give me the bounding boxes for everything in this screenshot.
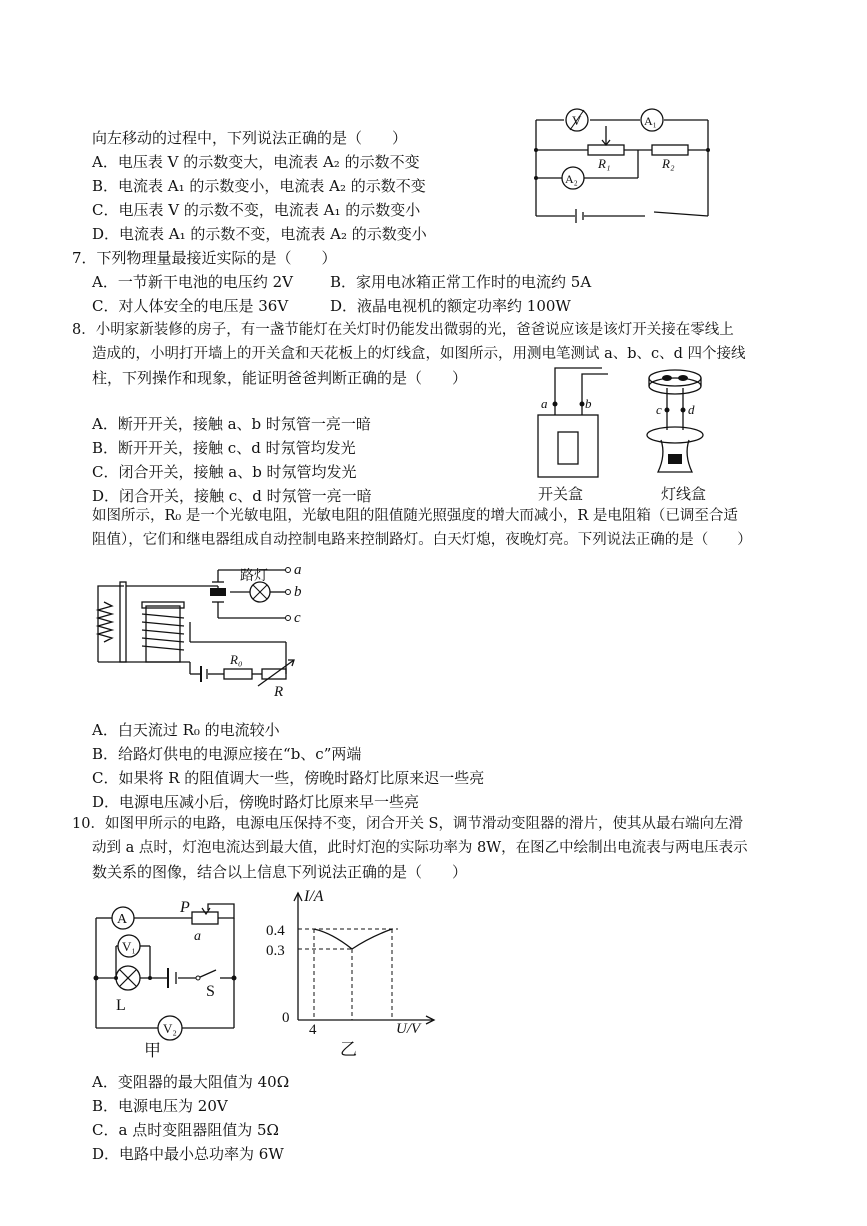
q7-option-c: C．对人体安全的电压是 36V bbox=[92, 297, 289, 315]
q8-fig-b: b bbox=[585, 396, 592, 411]
q8-option-c: C．闭合开关，接触 a、b 时氖管均发光 bbox=[92, 463, 357, 481]
q6-fig-a1: A₁ bbox=[644, 114, 657, 128]
q9-option-d: D．电源电压减小后，傍晚时路灯比原来早一些亮 bbox=[92, 793, 420, 811]
q6-circuit-figure bbox=[520, 100, 720, 225]
q10-yi-caption: 乙 bbox=[340, 1040, 357, 1059]
q8-lamp-box-label: 灯线盒 bbox=[661, 485, 707, 503]
q10-graph-figure-yi bbox=[262, 885, 442, 1060]
q8-option-d: D．闭合开关，接触 c、d 时氖管一亮一暗 bbox=[92, 487, 372, 505]
q10-jia-ammeter: A bbox=[117, 912, 128, 927]
q10-yi-xlabel: U/V bbox=[396, 1021, 421, 1037]
q9-option-c: C．如果将 R 的阻值调大一些，傍晚时路灯比原来迟一些亮 bbox=[92, 769, 485, 787]
q8-line-2: 造成的，小明打开墙上的开关盒和天花板上的灯线盒，如图所示，用测电笔测试 a、b、c、d 四个接线 bbox=[92, 346, 746, 362]
q6-option-c: C．电压表 V 的示数不变，电流表 A₁ 的示数变小 bbox=[92, 201, 421, 219]
q6-fig-v: V bbox=[572, 113, 582, 128]
q8-fig-a: a bbox=[541, 396, 548, 411]
q9-fig-r: R bbox=[274, 684, 284, 700]
q9-fig-r0: R₀ bbox=[230, 652, 243, 667]
q9-fig-b: b bbox=[294, 584, 302, 600]
q10-jia-caption: 甲 bbox=[144, 1041, 161, 1060]
q9-fig-lamp: 路灯 bbox=[240, 569, 268, 584]
q6-option-a: A．电压表 V 的示数变大，电流表 A₂ 的示数不变 bbox=[92, 153, 420, 171]
q9-fig-a: a bbox=[294, 562, 302, 578]
q10-circuit-figure-jia bbox=[88, 890, 248, 1060]
q8-line-1: 8．小明家新装修的房子，有一盏节能灯在关灯时仍能发出微弱的光，爸爸说应该是该灯开关接在零线上 bbox=[72, 322, 734, 338]
q7-option-b: B．家用电冰箱正常工作时的电流约 5A bbox=[330, 273, 592, 291]
q10-jia-v2: V₂ bbox=[163, 1021, 177, 1036]
q7-option-d: D．液晶电视机的额定功率约 100W bbox=[330, 297, 571, 315]
q7-option-a: A．一节新干电池的电压约 2V bbox=[92, 273, 293, 291]
q10-jia-v1: V₁ bbox=[122, 939, 136, 954]
q8-option-a: A．断开开关，接触 a、b 时氖管一亮一暗 bbox=[92, 415, 371, 433]
q10-jia-l: L bbox=[116, 997, 126, 1014]
q10-jia-s: S bbox=[206, 983, 215, 1000]
q6-fig-r2: R₂ bbox=[662, 156, 675, 171]
q10-yi-ylabel: I/A bbox=[304, 888, 324, 905]
q6-fig-r1: R₁ bbox=[598, 156, 611, 171]
q10-option-a: A．变阻器的最大阻值为 40Ω bbox=[92, 1073, 290, 1091]
q6-stem-tail: 向左移动的过程中，下列说法正确的是（ ） bbox=[92, 129, 408, 147]
q10-line-3: 数关系的图像，结合以上信息下列说法正确的是（ ） bbox=[92, 863, 468, 881]
q10-yi-origin: 0 bbox=[282, 1010, 290, 1026]
q10-option-d: D．电路中最小总功率为 6W bbox=[92, 1145, 284, 1163]
q6-option-d: D．电流表 A₁ 的示数不变，电流表 A₂ 的示数变小 bbox=[92, 225, 427, 243]
q8-fig-d: d bbox=[688, 402, 695, 417]
q9-fig-c: c bbox=[294, 610, 301, 626]
q10-yi-tick-0-3: 0.3 bbox=[266, 943, 285, 959]
q8-fig-c: c bbox=[656, 402, 662, 417]
q8-switch-box-label: 开关盒 bbox=[538, 485, 584, 503]
q9-line-2: 阻值），它们和继电器组成自动控制电路来控制路灯。白天灯熄，夜晚灯亮。下列说法正确的是（ ） bbox=[92, 532, 752, 548]
q10-line-2: 动到 a 点时，灯泡电流达到最大值，此时灯泡的实际功率为 8W，在图乙中绘制出电流表与两电压表示 bbox=[92, 840, 748, 856]
q10-jia-p: P bbox=[180, 899, 190, 916]
q6-fig-a2: A₂ bbox=[565, 172, 578, 186]
q10-yi-tick-0-4: 0.4 bbox=[266, 923, 285, 939]
q10-option-b: B．电源电压为 20V bbox=[92, 1097, 228, 1115]
q9-line-1: 如图所示，R₀ 是一个光敏电阻，光敏电阻的阻值随光照强度的增大而减小，R 是电阻箱（已调至合适 bbox=[92, 508, 738, 524]
q9-option-a: A．白天流过 R₀ 的电流较小 bbox=[92, 721, 280, 739]
q9-relay-circuit-figure bbox=[90, 562, 320, 702]
q8-option-b: B．断开开关，接触 c、d 时氖管均发光 bbox=[92, 439, 356, 457]
q10-line-1: 10．如图甲所示的电路，电源电压保持不变，闭合开关 S，调节滑动变阻器的滑片，使其从最右端向左滑 bbox=[72, 816, 743, 832]
q9-option-b: B．给路灯供电的电源应接在“b、c”两端 bbox=[92, 745, 362, 763]
q10-option-c: C．a 点时变阻器阻值为 5Ω bbox=[92, 1121, 279, 1139]
q6-option-b: B．电流表 A₁ 的示数变小，电流表 A₂ 的示数不变 bbox=[92, 177, 426, 195]
q10-yi-tick-4: 4 bbox=[309, 1022, 317, 1038]
q7-stem: 7．下列物理量最接近实际的是（ ） bbox=[72, 249, 337, 267]
q10-jia-a-point: a bbox=[194, 929, 201, 944]
q8-line-3: 柱，下列操作和现象，能证明爸爸判断正确的是（ ） bbox=[92, 369, 468, 387]
